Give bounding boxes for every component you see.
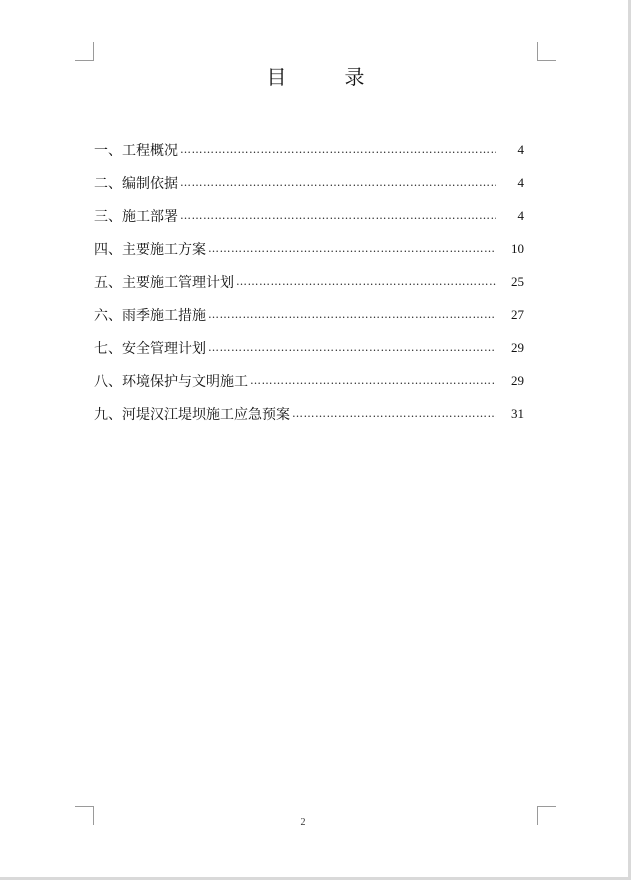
toc-entry-page: 27: [511, 306, 524, 322]
toc-entry-page: 4: [517, 207, 524, 223]
page-number: 2: [300, 817, 306, 828]
toc-entry[interactable]: [94, 232, 524, 265]
table-of-contents: [94, 133, 524, 430]
toc-dot-leader: [208, 242, 496, 256]
toc-entry-page: 29: [511, 339, 524, 355]
toc-entry[interactable]: [94, 397, 524, 430]
toc-dot-leader: [180, 209, 496, 223]
toc-dot-leader: [250, 374, 496, 388]
toc-entry[interactable]: [94, 298, 524, 331]
toc-dot-leader: [208, 308, 496, 322]
toc-entry-label: 七、安全管理计划: [94, 340, 206, 357]
crop-mark-top-left: [75, 42, 94, 61]
toc-entry-page: 29: [511, 372, 524, 388]
toc-entry-label: 六、雨季施工措施: [94, 307, 206, 324]
toc-entry-label: 二、编制依据: [94, 175, 178, 192]
toc-entry-label: 八、环境保护与文明施工: [94, 373, 248, 390]
crop-mark-top-right: [537, 42, 556, 61]
toc-dot-leader: [180, 176, 496, 190]
toc-entry-label: 三、施工部署: [94, 208, 178, 225]
toc-dot-leader: [180, 143, 496, 157]
toc-entry[interactable]: [94, 265, 524, 298]
toc-entry-label: 四、主要施工方案: [94, 241, 206, 258]
toc-entry[interactable]: [94, 199, 524, 232]
toc-entry-label: 五、主要施工管理计划: [94, 274, 234, 291]
toc-dot-leader: [292, 407, 496, 421]
toc-entry-page: 4: [517, 174, 524, 190]
toc-dot-leader: [236, 275, 496, 289]
toc-entry[interactable]: [94, 166, 524, 199]
toc-entry-page: 4: [517, 141, 524, 157]
toc-entry[interactable]: [94, 331, 524, 364]
toc-entry-label: 九、河堤汉江堤坝施工应急预案: [94, 406, 290, 423]
toc-title: [0, 64, 631, 90]
toc-entry-page: 25: [511, 273, 524, 289]
toc-entry-page: 31: [511, 405, 524, 421]
toc-entry-page: 10: [511, 240, 524, 256]
toc-entry-label: 一、工程概况: [94, 142, 178, 159]
toc-title-part-1: 目: [266, 65, 287, 89]
toc-title-part-2: 录: [344, 65, 365, 89]
toc-dot-leader: [208, 341, 496, 355]
toc-entry[interactable]: [94, 133, 524, 166]
toc-entry[interactable]: [94, 364, 524, 397]
